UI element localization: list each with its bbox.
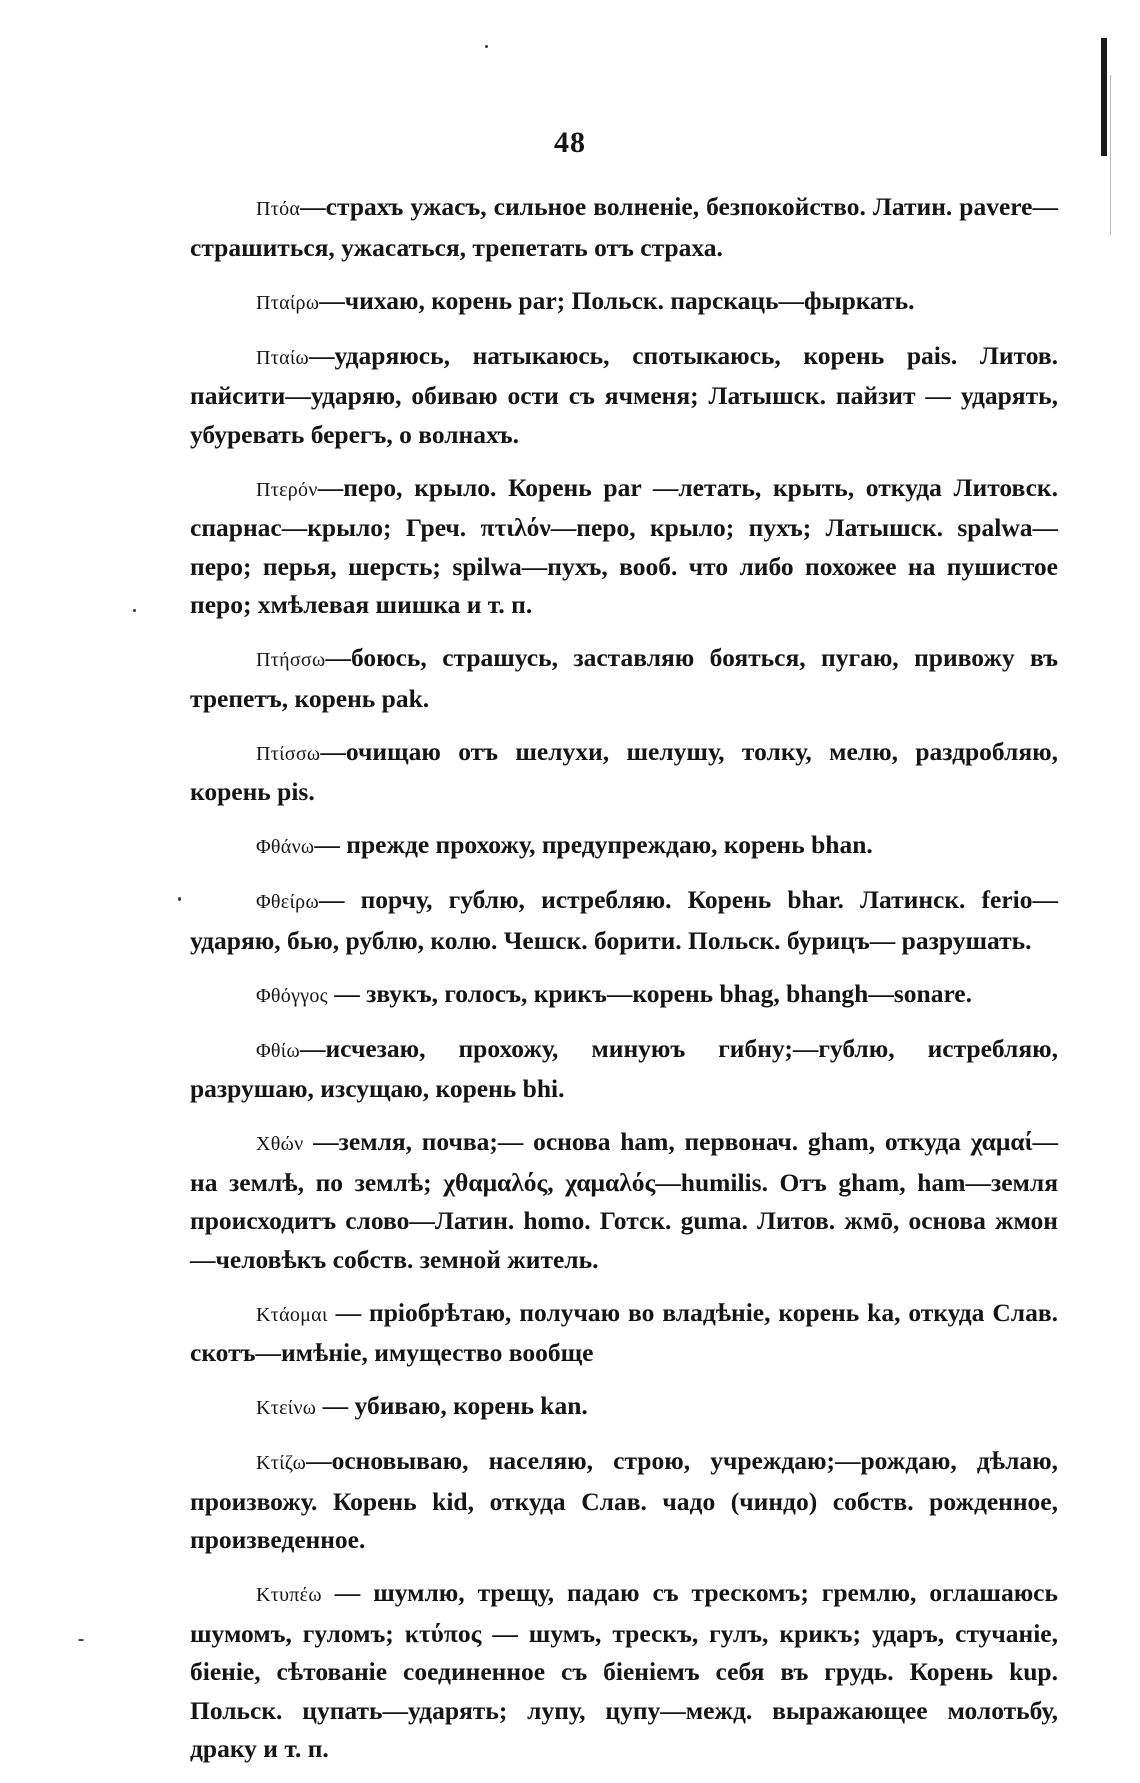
entry-headword: Κτείνω	[256, 1397, 317, 1419]
entry-text: —очищаю отъ шелухи, шелушу, толку, мелю, раздробляю, корень pis.	[190, 736, 1058, 806]
entry-headword: Πτίσσω	[256, 742, 321, 765]
entry-text: —чихаю, корень par; Польск. парскаць—фыркать.	[319, 285, 915, 315]
scan-speck	[178, 897, 181, 901]
dictionary-entry	[190, 1123, 1058, 1279]
scan-speck	[78, 1639, 84, 1641]
scan-speck	[133, 609, 136, 612]
entry-headword: Πτόα	[256, 198, 301, 220]
entry-text: —боюсь, страшусь, заставляю бояться, пугаю, привожу въ трепетъ, корень pak.	[190, 643, 1058, 713]
dictionary-entry	[190, 1387, 1058, 1428]
entry-headword: Πτήσσω	[256, 649, 326, 671]
entry-text: — звукъ, голосъ, крикъ—корень bhag, bhangh—sonare.	[327, 978, 972, 1008]
entry-text: — порчу, гублю, истребляю. Корень bhar. Латинск. ferio—ударяю, бью, рублю, колю. Чешск. борити. Польск. бурицъ— разрушать.	[190, 885, 1058, 955]
dictionary-entry	[190, 1442, 1058, 1560]
entry-headword: Κτυπέω	[256, 1584, 322, 1606]
entry-headword: Κτίζω	[256, 1452, 307, 1474]
entry-text: —исчезаю, прохожу, минуюъ гибну;—гублю, истребляю, разрушаю, изсущаю, корень bhi.	[190, 1033, 1058, 1103]
dictionary-entry	[190, 1294, 1058, 1373]
scan-speck	[485, 45, 488, 48]
entry-text: —перо, крыло. Корень par —летать, крыть, откуда Литовск. спарнас—крыло; Греч. πτιλόν—перо, крыло; пухъ; Латышск. spalwa—перо; перья, шерсть; spilwa—пухъ, вооб. что либо похожее на пушистое перо; хмѣлевая шишка и т. п.	[190, 472, 1058, 619]
entry-headword: Φθείρω	[256, 891, 319, 913]
entry-text: —земля, почва;— основа ham, первонач. gham, откуда χαμαί— на землѣ, по землѣ; χθαμαλός, χαμαλός—humilis. Отъ gham, ham—земля происходитъ слово—Латин. homo. Готск. guma. Литов. жмō, основа жмон—человѣкъ собств. земной житель.	[190, 1127, 1058, 1274]
dictionary-entry	[190, 337, 1058, 455]
dictionary-entry	[190, 975, 1058, 1016]
dictionary-entry	[190, 469, 1058, 625]
dictionary-entry	[190, 733, 1058, 812]
dictionary-entry	[190, 282, 1058, 323]
entry-headword: Φθάνω	[256, 836, 315, 858]
entry-text: — шумлю, трещу, падаю съ трескомъ; гремлю, оглашаюсь шумомъ, гуломъ; κτύπος — шумъ, трескъ, гулъ, крикъ; ударъ, стучаніе, біеніе, сѣтованіе соединенное съ біеніемъ себя въ грудь. Корень kup. Польск. цупать—ударять; лупу, цупу—межд. выражающее молотьбу, драку и т. п.	[190, 1578, 1058, 1763]
entry-text: —основываю, населяю, строю, учреждаю;—рождаю, дѣлаю, произвожу. Корень kid, откуда Слав. чадо (чиндо) собств. рожденное, произведенное.	[190, 1446, 1058, 1554]
entry-headword: Φθόγγος	[256, 984, 328, 1007]
dictionary-entry	[190, 826, 1058, 867]
entry-headword: Πτερόν	[256, 478, 318, 501]
entry-text: —страхъ ужасъ, сильное волненіе, безпокойство. Латин. pavere— страшиться, ужасаться, трепетать отъ страха.	[190, 192, 1058, 262]
page-number: 48	[554, 126, 586, 159]
dictionary-entry	[190, 1574, 1058, 1769]
entry-headword: Χθών	[256, 1133, 304, 1155]
entry-text: —ударяюсь, натыкаюсь, спотыкаюсь, корень pais. Литов. пайсити—ударяю, обиваю ости съ ячменя; Латышск. пайзит — ударять, убуревать берегъ, о волнахъ.	[190, 340, 1058, 449]
entry-text: — прежде прохожу, предупреждаю, корень bhan.	[314, 830, 873, 859]
dictionary-entry	[190, 1030, 1058, 1109]
entry-headword: Πταίρω	[256, 291, 320, 314]
entry-headword: Φθίω	[256, 1039, 300, 1062]
entry-headword: Πταίω	[256, 346, 310, 369]
dictionary-entry	[190, 881, 1058, 960]
entry-headword: Κτάομαι	[256, 1303, 328, 1326]
entry-text: — пріобрѣтаю, получаю во владѣніе, корень ka, откуда Слав. скотъ—имѣніе, имущество вообще	[190, 1297, 1058, 1367]
dictionary-entry	[190, 188, 1058, 267]
entry-text: — убиваю, корень kan.	[316, 1391, 588, 1420]
dictionary-text	[190, 188, 1058, 1783]
dictionary-entry	[190, 639, 1058, 718]
